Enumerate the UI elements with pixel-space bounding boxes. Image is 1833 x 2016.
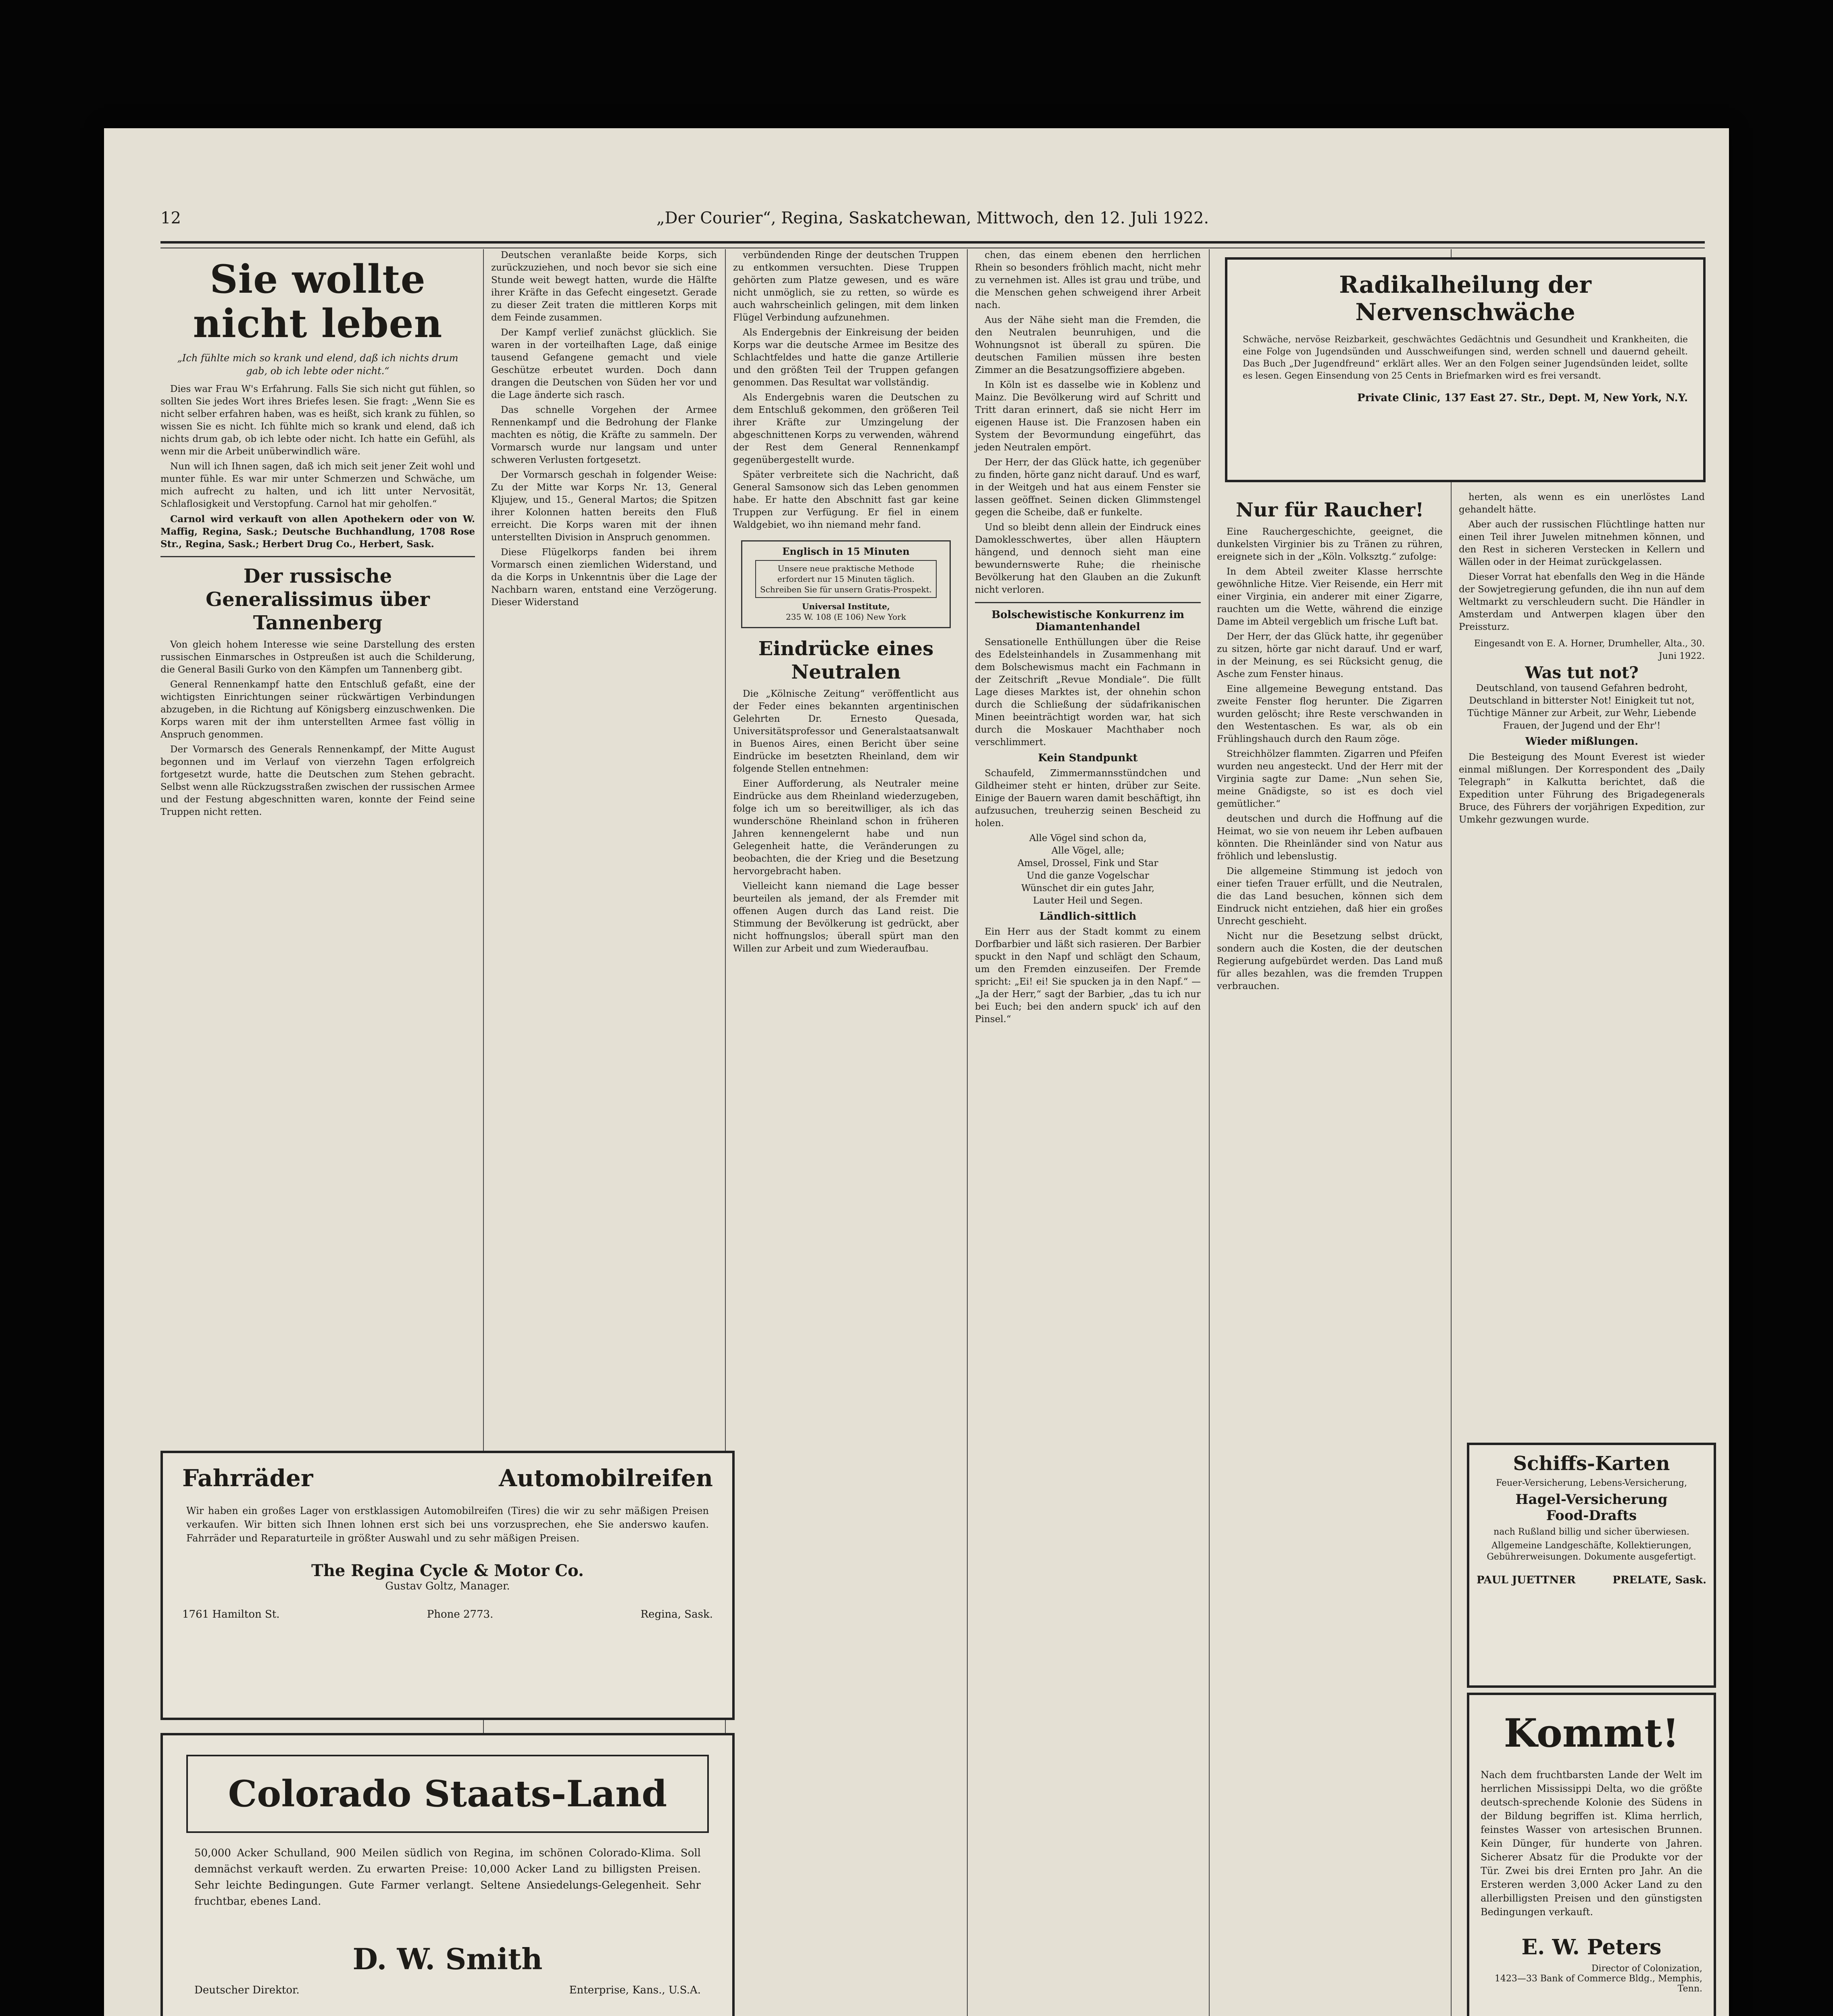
paragraph: Schaufeld, Zimmermannsstündchen und Gildheimer steht er hinten, drüber zur Seite. Einige der Bauern waren damit beschäftigt, ihn aufzusuchen, treuherzig seinen Bescheid zu holen.: [975, 768, 1201, 829]
paragraph: Eine allgemeine Bewegung entstand. Das zweite Fenster flog herunter. Die Zigarren wurden gelöscht; ihre Reste verschwanden in den Westentaschen. Es war, als ob ein Frühlingshauch durch den Raum zöge.: [1217, 684, 1443, 744]
article-body: [733, 249, 959, 531]
headline-generalissimus: Der russische Generalissimus über Tannenberg: [206, 565, 430, 634]
column-rule: [967, 249, 968, 2016]
ad-text: Nach dem fruchtbarsten Lande der Welt im herrlichen Mississippi Delta, wo die größte deutsch-sprechende Kolonie des Südens in der Bildung begriffen ist. Klima herrlich, feinstes Wasser von artesischen Brunnen. Kein Dünger, für hunderte von Jahren. Sicherer Absatz für die Produkte vor der Tür. Zwei bis drei Ernten pro Jahr. An die Ersteren werden 3,000 Acker Land zu den allerbilligsten Preisen und den günstigsten Bedingungen verkauft.: [1481, 1769, 1702, 1918]
paragraph: Carnol wird verkauft von allen Apothekern oder von W. Maffig, Regina, Sask.; Deutsche Buchhandlung, 1708 Rose Str., Regina, Sask.; Herbert Drug Co., Herbert, Sask.: [160, 514, 475, 550]
ad-title: Schiffs-Karten: [1513, 1452, 1670, 1475]
paragraph: Der Herr, der das Glück hatte, ich gegenüber zu finden, hörte ganz nicht darauf. Und es warf, in der Weitgeh und hat aus einem Fenster sie lassen geöffnet. Seinen dicken Glimmstengel gegen die Scheibe, daß er funkelte.: [975, 457, 1201, 518]
ad-phone: Phone 2773.: [427, 1608, 494, 1620]
article-body: [160, 639, 475, 818]
ad-line: Feuer-Versicherung, Lebens-Versicherung,: [1496, 1478, 1687, 1488]
paragraph: Aus der Nähe sieht man die Fremden, die den Neutralen beunruhigen, und die Wohnungsnot ist überall zu spüren. Die deutschen Familien müssen ihre besten Zimmer an die Besatzungsoffiziere abgeben.: [975, 315, 1201, 375]
paragraph: deutschen und durch die Hoffnung auf die Heimat, wo sie von neuem ihr Leben aufbauen könnten. Die Rheinländer sind von Natur aus fröhlich und lebenslustig.: [1217, 814, 1443, 862]
paragraph: chen, das einem ebenen den herrlichen Rhein so besonders fröhlich macht, nicht mehr zu vernehmen ist. Alles ist grau und trübe, und die Menschen gehen schweigend ihrer Arbeit nach.: [975, 250, 1201, 310]
paragraph: In Köln ist es dasselbe wie in Koblenz und Mainz. Die Bevölkerung wird auf Schritt und Tritt daran erinnert, daß sie nicht Herr im eigenen Hause ist. Die Franzosen haben ein System der Bevormundung eingeführt, das jeden Neutralen empört.: [975, 380, 1201, 453]
ad-name: D. W. Smith: [352, 1942, 543, 1976]
ad-title-left: Fahrräder: [182, 1464, 313, 1492]
subhead-diamanten: Bolschewistische Konkurrenz im Diamantenhandel: [991, 609, 1185, 633]
ad-text: 50,000 Acker Schulland, 900 Meilen südlich von Regina, im schönen Colorado-Klima. Soll demnächst verkauft werden. Zu erwarten Preise: 10,000 Acker Land zu billigsten Preisen. Sehr leichte Bedingungen. Gute Farmer verlangt. Seltene Ansiedelungs-Gelegenheit. Sehr fruchtbar, ebenes Land.: [194, 1847, 701, 1908]
paragraph: Die allgemeine Stimmung ist jedoch von einer tiefen Trauer erfüllt, und die Neutralen, die das Land besuchen, können sich dem Eindruck nicht entziehen, daß hier ein großes Unrecht geschieht.: [1217, 866, 1443, 927]
poem-line: Wünschet dir ein gutes Jahr,: [1021, 883, 1155, 893]
paragraph: Als Endergebnis waren die Deutschen zu dem Entschluß gekommen, den größeren Teil ihrer Kräfte zur Umzingelung der abgeschnittenen Korps zu verwenden, während der Rest dem General Rennenkampf gegenübergestellt wurde.: [733, 392, 959, 465]
ad-title-right: Automobilreifen: [499, 1464, 713, 1492]
subhead-laendlich: Ländlich-sittlich: [1039, 910, 1137, 923]
ad-address: Private Clinic, 137 East 27. Str., Dept. M, New York, N.Y.: [1357, 392, 1688, 404]
ad-nervenschwaeche: [1225, 257, 1706, 482]
headline-raucher: Nur für Raucher!: [1235, 499, 1424, 521]
paragraph: Nun will ich Ihnen sagen, daß ich mich seit jener Zeit wohl und munter fühle. Es war mir unter Schmerzen und Schwäche, um mich aufrecht zu halten, und ich litt unter Nervosität, Schlaflosigkeit und Verstopfung. Carnol hat mir geholfen.“: [160, 461, 475, 509]
poem-line: Alle Vögel, alle;: [1051, 846, 1125, 856]
poem-line: Lauter Heil und Segen.: [1033, 896, 1143, 906]
divider: [160, 556, 475, 557]
poem-line: Und die ganze Vogelschar: [1027, 871, 1149, 881]
paragraph: Der Vormarsch geschah in folgender Weise: Zu der Mitte war Korps Nr. 13, General Kljujew, und 15., General Martos; die Spitzen ihrer Kolonnen hatten bereits den Fluß erreicht. Die Korps waren mit der ihnen unterstellten Division in Anspruch genommen.: [491, 470, 717, 543]
paragraph: Dies war Frau W's Erfahrung. Falls Sie sich nicht gut fühlen, so sollten Sie jedes Wort ihres Briefes lesen. Sie fragt: „Wenn Sie es nicht selber erfahren haben, was es heißt, sich krank zu fühlen, so wissen Sie es nicht. Ich fühlte mich so krank und elend, daß ich nichts drum gab, ob ich lebte oder nicht. Ich hatte ein Gefühl, als wenn mir die Arbeit unüberwindlich wäre.: [160, 384, 475, 457]
ad-manager: Gustav Goltz, Manager.: [385, 1580, 510, 1592]
paragraph: herten, als wenn es ein unerlöstes Land gehandelt hätte.: [1459, 492, 1705, 515]
paragraph: Der Kampf verlief zunächst glücklich. Sie waren in der vorteilhaften Lage, daß einige tausend Gefangene gemacht und viele Geschütze erbeutet wurden. Doch dann drangen die Deutschen von Süden her vor und die Lage änderte sich rasch.: [491, 327, 717, 400]
ad-title: Kommt!: [1504, 1710, 1679, 1756]
paragraph: Der Herr, der das Glück hatte, ihr gegenüber zu sitzen, hörte gar nicht darauf. Und er warf, in der Meinung, es sei Rücksicht genug, die Asche zum Fenster hinaus.: [1217, 631, 1443, 679]
poem: [975, 832, 1201, 907]
ad-firm: Universal Institute,: [802, 602, 890, 611]
paragraph: Sensationelle Enthüllungen über die Reise des Edelsteinhandels in Zusammenhang mit dem Bolschewismus macht ein Fachmann in der Zeitschrift „Revue Mondiale“. Die füllt Lage dieses Marktes ist, der ohnehin schon durch die Schließung der südafrikanischen Minen beeinträchtigt worden war, hat sich durch die Moskauer Machthaber noch verschlimmert.: [975, 637, 1201, 748]
ad-title: Englisch in 15 Minuten: [782, 546, 910, 557]
header-rule: [160, 241, 1705, 248]
column-5: [1217, 491, 1443, 2016]
ad-text: Unsere neue praktische Methode erfordert nur 15 Minuten täglich. Schreiben Sie für unsern Gratis-Prospekt.: [755, 560, 937, 598]
paragraph: Nicht nur die Besetzung selbst drückt, sondern auch die Kosten, die der deutschen Regierung aufgebürdet werden. Das Land muß für alles bezahlen, was die fremden Truppen verbrauchen.: [1217, 931, 1443, 991]
lead-quote: „Ich fühlte mich so krank und elend, daß ich nichts drum gab, ob ich lebte oder nicht.“: [177, 352, 458, 377]
subhead-was-tut-not: Was tut not?: [1525, 663, 1639, 682]
article-body: [975, 767, 1201, 830]
column-6: [1459, 491, 1705, 1418]
headline-sie-wollte: Sie wollte nicht leben: [193, 256, 443, 346]
paragraph: Später verbreitete sich die Nachricht, daß General Samsonow sich das Leben genommen habe. Er hatte den Abschnitt fast gar keine Truppen zur Verfügung. Er fiel in einem Waldgebiet, wo ihn niemand mehr fand.: [733, 470, 959, 530]
poem-text: Deutschland, von tausend Gefahren bedroht, Deutschland in bitterster Not! Einigkeit tut not, Tüchtige Männer zur Arbeit, zur Wehr, Liebende Frauen, der Jugend und der Ehr'!: [1467, 683, 1696, 731]
ad-kommt: [1467, 1693, 1716, 2016]
poem-credit: Eingesandt von E. A. Horner, Drumheller, Alta., 30. Juni 1922.: [1474, 639, 1705, 661]
ad-title: Radikalheilung der Nervenschwäche: [1339, 271, 1591, 326]
ad-title: Colorado Staats-Land: [186, 1755, 709, 1833]
column-rule: [1209, 249, 1210, 2016]
ad-firm: The Regina Cycle & Motor Co.: [311, 1561, 584, 1580]
headline-neutralen: Eindrücke eines Neutralen: [758, 637, 934, 683]
ad-line: Hagel-Versicherung: [1515, 1491, 1668, 1508]
paragraph: Deutschen veranlaßte beide Korps, sich zurückzuziehen, und noch bevor sie sich eine Stunde weit bewegt hatten, wurde die Hälfte ihrer Kräfte in das Gefecht eingesetzt. Gerade zu dieser Zeit traten die mittleren Korps mit dem Feinde zusammen.: [491, 250, 717, 323]
paragraph: verbündenden Ringe der deutschen Truppen zu entkommen versuchten. Diese Truppen gehörten zum Platze gewesen, und es wäre nicht unmöglich, sie zu retten, so würde es auch wahrscheinlich gelingen, mit dem linken Flügel Verbindung aufzunehmen.: [733, 250, 959, 323]
page-number: 12: [160, 209, 181, 227]
ad-address: 1761 Hamilton St.: [182, 1608, 280, 1620]
paragraph: Von gleich hohem Interesse wie seine Darstellung des ersten russischen Einmarsches in Ostpreußen ist auch die Schilderung, die General Basili Gurko von den Kämpfen um Tannenberg gibt.: [160, 639, 475, 675]
article-body: [1217, 526, 1443, 993]
article-body: [160, 383, 475, 550]
ad-englisch: [741, 540, 951, 628]
paragraph: Ein Herr aus der Stadt kommt zu einem Dorfbarbier und läßt sich rasieren. Der Barbier spuckt in den Napf und schlägt den Schaum, um den Fremden einzuseifen. Der Fremde spricht: „Ei! ei! Sie spucken ja in den Napf.“ — „Ja der Herr,“ sagt der Barbier, „das tu ich nur bei Euch; bei den andern spuck' ich auf den Pinsel.“: [975, 927, 1201, 1025]
divider: [975, 602, 1201, 603]
newspaper-page: [104, 128, 1729, 2016]
ad-text: Schwäche, nervöse Reizbarkeit, geschwächtes Gedächtnis und Gesundheit und Krankheiten, die eine Folge von Jugendsünden und Ausschweifungen sind, werden schnell und dauernd geheilt. Das Buch „Der Jugendfreund“ erklärt alles. Wer an den Folgen seiner Jugendsünden leidet, sollte es lesen. Gegen Einsendung von 25 Cents in Briefmarken wird es frei versandt.: [1243, 335, 1688, 381]
subhead-standpunkt: Kein Standpunkt: [1038, 752, 1138, 764]
paragraph: Und so bleibt denn allein der Eindruck eines Damoklesschwertes, über allen Häuptern hängend, und dennoch sieht man eine bewundernswerte Ruhe; die rheinische Bevölkerung hat den Glauben an die Zukunft nicht verloren.: [975, 522, 1201, 595]
column-4: [975, 249, 1201, 2016]
ad-role: Deutscher Direktor.: [194, 1984, 300, 1996]
paragraph: Eine Rauchergeschichte, geeignet, die dunkelsten Virginier bis zu Tränen zu rühren, ereignete sich in der „Köln. Volksztg.“ zufolge:: [1217, 527, 1443, 562]
ad-address: 1423—33 Bank of Commerce Bldg., Memphis, Tenn.: [1494, 1974, 1702, 1994]
ad-schiffskarten: [1467, 1443, 1716, 1688]
paragraph: Aber auch der russischen Flüchtlinge hatten nur einen Teil ihrer Juwelen mitnehmen können, und den Rest in sicheren Verstecken in Kellern und Wällen oder in der Heimat zurückgelassen.: [1459, 519, 1705, 567]
poem-line: Alle Vögel sind schon da,: [1029, 833, 1147, 843]
masthead: „Der Courier“, Regina, Saskatchewan, Mittwoch, den 12. Juli 1922.: [656, 209, 1209, 227]
article-body: [491, 249, 717, 609]
paragraph: Dieser Vorrat hat ebenfalls den Weg in die Hände der Sowjetregierung gefunden, die ihn nun auf dem Weltmarkt zu verschleudern sucht. Die Händler in Amsterdam und Antwerpen klagen über den Preissturz.: [1459, 572, 1705, 632]
paragraph: Streichhölzer flammten. Zigarren und Pfeifen wurden neu angesteckt. Und der Herr mit der Virginia sagte zur Dame: „Nun sehen Sie, meine Gnädigste, so ist es doch viel gemütlicher.“: [1217, 749, 1443, 809]
ad-name: E. W. Peters: [1521, 1935, 1662, 1960]
ad-city: Regina, Sask.: [640, 1608, 713, 1620]
column-3: [733, 249, 959, 2016]
ad-address: 235 W. 108 (E 106) New York: [786, 612, 906, 622]
subhead-wieder: Wieder mißlungen.: [1525, 735, 1639, 748]
article-body: [975, 636, 1201, 749]
column-rule: [1451, 249, 1452, 2016]
ad-line: nach Rußland billig und sicher überwiesen.: [1493, 1527, 1689, 1537]
article-body: [1459, 491, 1705, 826]
ad-place: Enterprise, Kans., U.S.A.: [569, 1984, 701, 1996]
paragraph: General Rennenkampf hatte den Entschluß gefaßt, eine der wichtigsten Einrichtungen seiner rückwärtigen Verbindungen abzugeben, in die Richtung auf Königsberg einzuschwenken. Die Korps waren mit der ihm unterstellten Armee fast völlig in Anspruch genommen.: [160, 679, 475, 740]
ad-name: PAUL JUETTNER: [1477, 1574, 1576, 1586]
ad-line: Allgemeine Landgeschäfte, Kollektierungen, Gebührerweisungen. Dokumente ausgefertigt.: [1487, 1541, 1696, 1562]
paragraph: Vielleicht kann niemand die Lage besser beurteilen als jemand, der als Fremder mit offenen Augen durch das Land reist. Die Stimmung der Bevölkerung ist gedrückt, aber nicht hoffnungslos; überall spürt man den Willen zur Arbeit und zum Wiederaufbau.: [733, 881, 959, 954]
column-2: [491, 249, 717, 2016]
paragraph: Die „Kölnische Zeitung“ veröffentlicht aus der Feder eines bekannten argentinischen Gelehrten Dr. Ernesto Quesada, Universitätsprofessor und Generalstaatsanwalt in Buenos Aires, einen Bericht über seine Eindrücke im besetzten Rheinland, dem wir folgende Stellen entnehmen:: [733, 689, 959, 774]
article-body: [975, 249, 1201, 596]
paragraph: Diese Flügelkorps fanden bei ihrem Vormarsch einen ziemlichen Widerstand, und da die Korps in Unkenntnis über die Lage der Nachbarn waren, entstand eine Verzögerung. Dieser Widerstand: [491, 547, 717, 608]
paragraph: In dem Abteil zweiter Klasse herrschte gewöhnliche Hitze. Vier Reisende, ein Herr mit einer Virginia, ein anderer mit einer Zigarre, rauchten um die Wette, während die einzige Dame im Abteil vergeblich um frische Luft bat.: [1217, 566, 1443, 627]
paragraph: Der Vormarsch des Generals Rennenkampf, der Mitte August begonnen und im Verlauf von vierzehn Tagen erfolgreich fortgesetzt wurde, hatte die Deutschen zum Stehen gebracht. Selbst wenn alle Rückzugsstraßen zwischen der russischen Armee und der Festung abgeschnitten waren, konnte der Feind seine Truppen nicht retten.: [160, 744, 475, 817]
paragraph: Einer Aufforderung, als Neutraler meine Eindrücke aus dem Rheinland wiederzugeben, folge ich um so bereitwilliger, als ich das wunderschöne Rheinland schon in früheren Jahren kennengelernt habe und nun Gelegenheit hatte, die Veränderungen zu beobachten, die der Krieg und die Besetzung hervorgebracht haben.: [733, 779, 959, 877]
paragraph: Die Besteigung des Mount Everest ist wieder einmal mißlungen. Der Korrespondent des „Daily Telegraph“ in Kalkutta berichtet, daß die Expedition unter Führung des Brigadegenerals Bruce, des Führers der vorjährigen Expedition, zur Umkehr gezwungen wurde.: [1459, 752, 1705, 825]
ad-text: Wir haben ein großes Lager von erstklassigen Automobilreifen (Tires) die wir zu sehr mäßigen Preisen verkaufen. Wir bitten sich Ihnen lohnen erst sich bei uns vorzusprechen, ehe Sie anderswo kaufen. Fahrräder und Reparaturteile in größter Auswahl und zu sehr mäßigen Preisen.: [186, 1505, 709, 1544]
ad-city: PRELATE, Sask.: [1612, 1574, 1706, 1586]
article-body: [975, 926, 1201, 1026]
page-header: [160, 209, 1705, 233]
ad-line: Food-Drafts: [1546, 1508, 1637, 1524]
paragraph: Das schnelle Vorgehen der Armee Rennenkampf und die Bedrohung der Flanke machten es nötig, die Kräfte zu sammeln. Der Vormarsch wurde nur langsam und unter schweren Verlusten fortgesetzt.: [491, 405, 717, 465]
paragraph: Als Endergebnis der Einkreisung der beiden Korps war die deutsche Armee im Besitze des Schlachtfeldes und hatte die ganze Artillerie und den größten Teil der Truppen gefangen genommen. Das Resultat war vollständig.: [733, 327, 959, 388]
poem-line: Amsel, Drossel, Fink und Star: [1017, 858, 1158, 868]
article-body: [733, 688, 959, 955]
ad-role: Director of Colonization,: [1591, 1964, 1702, 1974]
